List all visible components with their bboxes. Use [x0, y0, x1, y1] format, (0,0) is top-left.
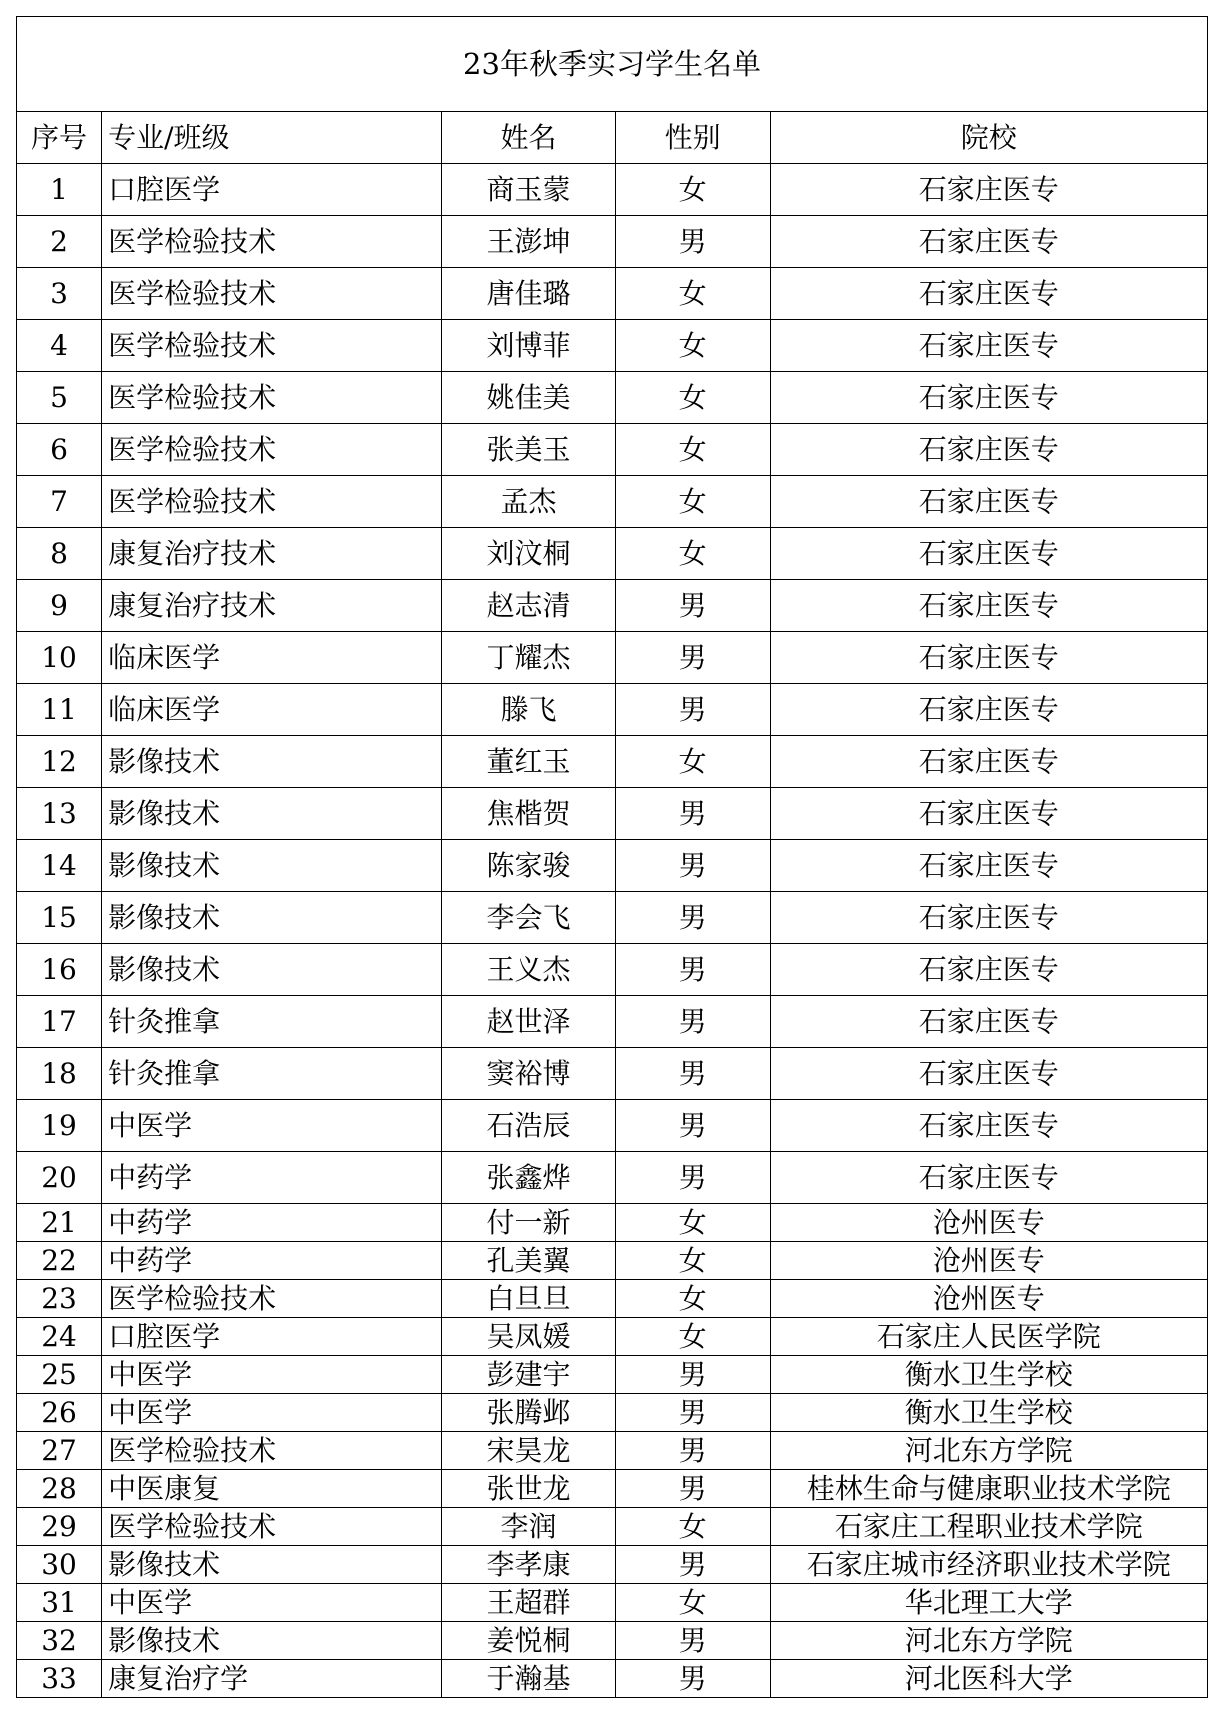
row-name: 滕飞 — [442, 684, 615, 736]
row-major: 康复治疗技术 — [102, 528, 442, 580]
row-index: 13 — [17, 788, 102, 840]
table-row — [17, 1584, 1208, 1622]
row-gender: 女 — [615, 1204, 770, 1242]
row-major: 康复治疗技术 — [102, 580, 442, 632]
table-row — [17, 996, 1208, 1048]
row-school: 石家庄医专 — [770, 1100, 1207, 1152]
table-row — [17, 892, 1208, 944]
table-row — [17, 372, 1208, 424]
row-name: 赵志清 — [442, 580, 615, 632]
row-name: 张世龙 — [442, 1470, 615, 1508]
row-name: 姚佳美 — [442, 372, 615, 424]
row-gender: 女 — [615, 1508, 770, 1546]
row-name: 姜悦桐 — [442, 1622, 615, 1660]
row-gender: 男 — [615, 684, 770, 736]
table-row — [17, 1660, 1208, 1698]
row-index: 1 — [17, 164, 102, 216]
row-gender: 男 — [615, 216, 770, 268]
row-major: 针灸推拿 — [102, 996, 442, 1048]
table-row — [17, 164, 1208, 216]
row-major: 针灸推拿 — [102, 1048, 442, 1100]
row-name: 张鑫烨 — [442, 1152, 615, 1204]
row-index: 23 — [17, 1280, 102, 1318]
row-name: 宋昊龙 — [442, 1432, 615, 1470]
table-row — [17, 1546, 1208, 1584]
row-gender: 女 — [615, 476, 770, 528]
row-school: 石家庄医专 — [770, 216, 1207, 268]
row-index: 18 — [17, 1048, 102, 1100]
table-row — [17, 320, 1208, 372]
row-name: 彭建宇 — [442, 1356, 615, 1394]
row-major: 影像技术 — [102, 1622, 442, 1660]
row-school: 石家庄医专 — [770, 1152, 1207, 1204]
row-index: 14 — [17, 840, 102, 892]
header-school: 院校 — [770, 112, 1207, 164]
row-name: 张腾邺 — [442, 1394, 615, 1432]
table-row — [17, 580, 1208, 632]
row-index: 21 — [17, 1204, 102, 1242]
row-index: 27 — [17, 1432, 102, 1470]
row-gender: 男 — [615, 1100, 770, 1152]
row-index: 3 — [17, 268, 102, 320]
table-row — [17, 1622, 1208, 1660]
row-major: 中药学 — [102, 1204, 442, 1242]
table-row — [17, 424, 1208, 476]
row-index: 6 — [17, 424, 102, 476]
row-gender: 男 — [615, 1622, 770, 1660]
row-name: 于瀚基 — [442, 1660, 615, 1698]
row-school: 石家庄医专 — [770, 788, 1207, 840]
row-name: 窦裕博 — [442, 1048, 615, 1100]
row-gender: 女 — [615, 372, 770, 424]
row-name: 赵世泽 — [442, 996, 615, 1048]
table-row — [17, 684, 1208, 736]
student-table — [16, 16, 1208, 1698]
row-school: 河北医科大学 — [770, 1660, 1207, 1698]
table-row — [17, 216, 1208, 268]
row-index: 33 — [17, 1660, 102, 1698]
row-index: 29 — [17, 1508, 102, 1546]
table-row — [17, 1280, 1208, 1318]
table-row — [17, 1470, 1208, 1508]
row-major: 影像技术 — [102, 892, 442, 944]
page-title: 23年秋季实习学生名单 — [17, 17, 1208, 112]
row-name: 付一新 — [442, 1204, 615, 1242]
row-major: 中医学 — [102, 1394, 442, 1432]
row-index: 31 — [17, 1584, 102, 1622]
row-major: 影像技术 — [102, 736, 442, 788]
row-index: 16 — [17, 944, 102, 996]
row-gender: 男 — [615, 1546, 770, 1584]
row-index: 9 — [17, 580, 102, 632]
row-major: 影像技术 — [102, 1546, 442, 1584]
row-gender: 男 — [615, 840, 770, 892]
row-major: 中医学 — [102, 1100, 442, 1152]
row-index: 4 — [17, 320, 102, 372]
row-gender: 男 — [615, 1394, 770, 1432]
row-index: 17 — [17, 996, 102, 1048]
row-major: 医学检验技术 — [102, 1280, 442, 1318]
row-index: 32 — [17, 1622, 102, 1660]
row-name: 商玉蒙 — [442, 164, 615, 216]
row-school: 石家庄人民医学院 — [770, 1318, 1207, 1356]
row-gender: 男 — [615, 788, 770, 840]
row-name: 吴凤媛 — [442, 1318, 615, 1356]
row-gender: 女 — [615, 268, 770, 320]
row-school: 石家庄医专 — [770, 996, 1207, 1048]
student-list-sheet — [16, 16, 1208, 1698]
row-school: 石家庄医专 — [770, 372, 1207, 424]
row-index: 24 — [17, 1318, 102, 1356]
row-school: 沧州医专 — [770, 1242, 1207, 1280]
row-major: 中药学 — [102, 1152, 442, 1204]
table-row — [17, 1100, 1208, 1152]
row-major: 医学检验技术 — [102, 1432, 442, 1470]
row-name: 刘博菲 — [442, 320, 615, 372]
table-row — [17, 736, 1208, 788]
row-name: 李孝康 — [442, 1546, 615, 1584]
row-index: 22 — [17, 1242, 102, 1280]
row-index: 25 — [17, 1356, 102, 1394]
row-gender: 男 — [615, 1152, 770, 1204]
row-school: 石家庄医专 — [770, 164, 1207, 216]
row-major: 影像技术 — [102, 840, 442, 892]
row-index: 5 — [17, 372, 102, 424]
row-index: 20 — [17, 1152, 102, 1204]
row-major: 医学检验技术 — [102, 372, 442, 424]
row-index: 10 — [17, 632, 102, 684]
row-major: 临床医学 — [102, 632, 442, 684]
row-school: 石家庄城市经济职业技术学院 — [770, 1546, 1207, 1584]
row-gender: 女 — [615, 1584, 770, 1622]
row-major: 口腔医学 — [102, 1318, 442, 1356]
row-index: 8 — [17, 528, 102, 580]
table-row — [17, 1242, 1208, 1280]
row-index: 12 — [17, 736, 102, 788]
row-school: 石家庄医专 — [770, 268, 1207, 320]
row-major: 医学检验技术 — [102, 216, 442, 268]
row-gender: 女 — [615, 1242, 770, 1280]
row-gender: 男 — [615, 996, 770, 1048]
header-name: 姓名 — [442, 112, 615, 164]
row-school: 石家庄医专 — [770, 892, 1207, 944]
row-school: 沧州医专 — [770, 1280, 1207, 1318]
row-gender: 男 — [615, 1470, 770, 1508]
row-school: 石家庄医专 — [770, 1048, 1207, 1100]
row-gender: 女 — [615, 320, 770, 372]
row-school: 石家庄医专 — [770, 320, 1207, 372]
row-school: 沧州医专 — [770, 1204, 1207, 1242]
table-row — [17, 1152, 1208, 1204]
row-name: 王义杰 — [442, 944, 615, 996]
row-school: 河北东方学院 — [770, 1432, 1207, 1470]
row-gender: 女 — [615, 1280, 770, 1318]
row-school: 衡水卫生学校 — [770, 1356, 1207, 1394]
row-school: 石家庄医专 — [770, 528, 1207, 580]
row-name: 刘汶桐 — [442, 528, 615, 580]
row-name: 焦楷贺 — [442, 788, 615, 840]
row-name: 李会飞 — [442, 892, 615, 944]
row-gender: 男 — [615, 580, 770, 632]
table-header-row — [17, 112, 1208, 164]
row-name: 李润 — [442, 1508, 615, 1546]
row-name: 孟杰 — [442, 476, 615, 528]
row-name: 孔美翼 — [442, 1242, 615, 1280]
row-major: 中医康复 — [102, 1470, 442, 1508]
row-name: 王澎坤 — [442, 216, 615, 268]
row-name: 石浩辰 — [442, 1100, 615, 1152]
row-major: 中药学 — [102, 1242, 442, 1280]
row-school: 石家庄医专 — [770, 476, 1207, 528]
row-gender: 女 — [615, 1318, 770, 1356]
row-school: 石家庄医专 — [770, 684, 1207, 736]
row-gender: 男 — [615, 1048, 770, 1100]
row-major: 医学检验技术 — [102, 320, 442, 372]
row-major: 口腔医学 — [102, 164, 442, 216]
row-school: 华北理工大学 — [770, 1584, 1207, 1622]
row-school: 石家庄医专 — [770, 424, 1207, 476]
table-row — [17, 1432, 1208, 1470]
row-index: 19 — [17, 1100, 102, 1152]
header-index: 序号 — [17, 112, 102, 164]
table-row — [17, 528, 1208, 580]
row-name: 陈家骏 — [442, 840, 615, 892]
row-name: 唐佳璐 — [442, 268, 615, 320]
row-index: 15 — [17, 892, 102, 944]
table-row — [17, 632, 1208, 684]
row-gender: 女 — [615, 164, 770, 216]
row-school: 河北东方学院 — [770, 1622, 1207, 1660]
row-gender: 女 — [615, 424, 770, 476]
row-name: 丁耀杰 — [442, 632, 615, 684]
row-name: 张美玉 — [442, 424, 615, 476]
table-row — [17, 1318, 1208, 1356]
row-name: 王超群 — [442, 1584, 615, 1622]
row-major: 中医学 — [102, 1356, 442, 1394]
row-school: 石家庄医专 — [770, 944, 1207, 996]
table-row — [17, 476, 1208, 528]
row-school: 石家庄工程职业技术学院 — [770, 1508, 1207, 1546]
row-index: 28 — [17, 1470, 102, 1508]
table-row — [17, 1356, 1208, 1394]
row-major: 医学检验技术 — [102, 424, 442, 476]
table-row — [17, 268, 1208, 320]
row-gender: 女 — [615, 736, 770, 788]
row-major: 医学检验技术 — [102, 1508, 442, 1546]
row-school: 衡水卫生学校 — [770, 1394, 1207, 1432]
table-row — [17, 1508, 1208, 1546]
row-gender: 男 — [615, 892, 770, 944]
row-gender: 男 — [615, 1356, 770, 1394]
row-major: 临床医学 — [102, 684, 442, 736]
row-index: 26 — [17, 1394, 102, 1432]
row-school: 桂林生命与健康职业技术学院 — [770, 1470, 1207, 1508]
row-major: 医学检验技术 — [102, 268, 442, 320]
row-school: 石家庄医专 — [770, 580, 1207, 632]
row-index: 7 — [17, 476, 102, 528]
row-name: 白旦旦 — [442, 1280, 615, 1318]
row-school: 石家庄医专 — [770, 840, 1207, 892]
row-gender: 男 — [615, 1660, 770, 1698]
row-major: 医学检验技术 — [102, 476, 442, 528]
row-school: 石家庄医专 — [770, 736, 1207, 788]
table-row — [17, 1048, 1208, 1100]
row-major: 中医学 — [102, 1584, 442, 1622]
row-index: 11 — [17, 684, 102, 736]
row-index: 30 — [17, 1546, 102, 1584]
table-row — [17, 944, 1208, 996]
row-gender: 女 — [615, 528, 770, 580]
row-name: 董红玉 — [442, 736, 615, 788]
row-gender: 男 — [615, 944, 770, 996]
row-gender: 男 — [615, 632, 770, 684]
row-major: 影像技术 — [102, 788, 442, 840]
table-row — [17, 788, 1208, 840]
header-gender: 性别 — [615, 112, 770, 164]
table-row — [17, 840, 1208, 892]
row-major: 影像技术 — [102, 944, 442, 996]
table-row — [17, 1394, 1208, 1432]
row-gender: 男 — [615, 1432, 770, 1470]
row-major: 康复治疗学 — [102, 1660, 442, 1698]
table-row — [17, 1204, 1208, 1242]
row-school: 石家庄医专 — [770, 632, 1207, 684]
row-index: 2 — [17, 216, 102, 268]
header-major: 专业/班级 — [102, 112, 442, 164]
